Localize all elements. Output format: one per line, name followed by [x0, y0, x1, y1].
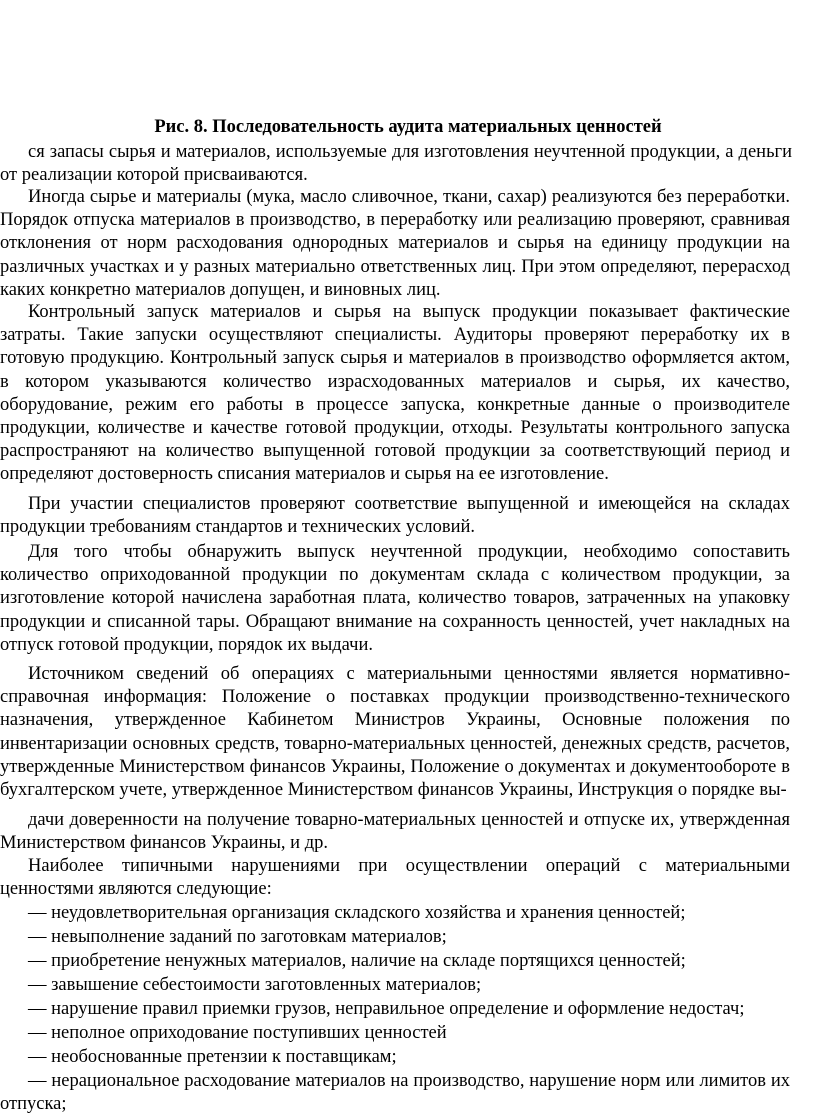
paragraph: Иногда сырье и материалы (мука, масло сливочное, ткани, сахар) реализуются без переработки. Порядок отпуска материалов в производство, в переработку или реализацию проверяют, сравнивая отклонения от норм расходования однородных материалов и сырья на единицу продукции на различных участках и у разных материально ответственных лиц. При этом определяют, перерасход каких конкретно материалов допущен, и виновных лиц. [0, 187, 790, 300]
paragraph: ся запасы сырья и материалов, используемые для изготовления неучтенной продукции, а деньги от реализации которой присваиваются. [0, 142, 792, 186]
figure-caption: Рис. 8. Последовательность аудита материальных ценностей [154, 117, 662, 137]
paragraph: дачи доверенности на получение товарно-материальных ценностей и отпуске их, утвержденная Министерством финансов Украины, и др. [0, 810, 790, 854]
paragraph: Контрольный запуск материалов и сырья на выпуск продукции показывает фактические затраты. Такие запуски осуществляют специалисты. Аудиторы проверяют переработку их в готовую продукцию. Контрольный запуск сырья и материалов в производство оформляется актом, в котором указываются количество израсходованных материалов и сырья, их качество, оборудование, режим его работы в процессе запуска, конкретные данные о производителе продукции, количестве и качестве готовой продукции, отходы. Результаты контрольного запуска распространяют на количество выпущенной готовой продукции за соответствующий период и определяют достоверность списания материалов и сырья на ее изготовление. [0, 302, 790, 485]
list-item: — невыполнение заданий по заготовкам материалов; [28, 927, 447, 947]
list-item: — нерациональное расходование материалов на производство, нарушение норм или лимитов их отпуска; [0, 1071, 790, 1115]
list-item: — необоснованные претензии к поставщикам; [28, 1047, 397, 1067]
paragraph: При участии специалистов проверяют соответствие выпущенной и имеющейся на складах продукции требованиям стандартов и технических условий. [0, 494, 790, 538]
list-item: — неполное оприходование поступивших ценностей [28, 1023, 447, 1043]
list-item: — завышение себестоимости заготовленных материалов; [28, 975, 482, 995]
list-item: — неудовлетворительная организация складского хозяйства и хранения ценностей; [28, 903, 686, 923]
paragraph: Наиболее типичными нарушениями при осуществлении операций с материальными ценностями являются следующие: [0, 856, 790, 900]
paragraph: Источником сведений об операциях с материальными ценностями является нормативно-справочная информация: Положение о поставках продукции производственно-технического назначения, утвержденное Кабинетом Министров Украины, Основные положения по инвентаризации основных средств, товарно-материальных ценностей, денежных средств, расчетов, утвержденные Министерством финансов Украины, Положение о документах и документообороте в бухгалтерском учете, утвержденное Министерством финансов Украины, Инструкция о порядке вы- [0, 664, 790, 801]
list-item: — приобретение ненужных материалов, наличие на складе портящихся ценностей; [28, 951, 686, 971]
list-item: — нарушение правил приемки грузов, неправильное определение и оформление недостач; [28, 999, 745, 1019]
paragraph: Для того чтобы обнаружить выпуск неучтенной продукции, необходимо сопоставить количество оприходованной продукции по документам склада с количеством продукции, за изготовление которой начислена заработная плата, количество товаров, затраченных на упаковку продукции и списанной тары. Обращают внимание на сохранность ценностей, учет накладных на отпуск готовой продукции, порядок их выдачи. [0, 542, 790, 655]
